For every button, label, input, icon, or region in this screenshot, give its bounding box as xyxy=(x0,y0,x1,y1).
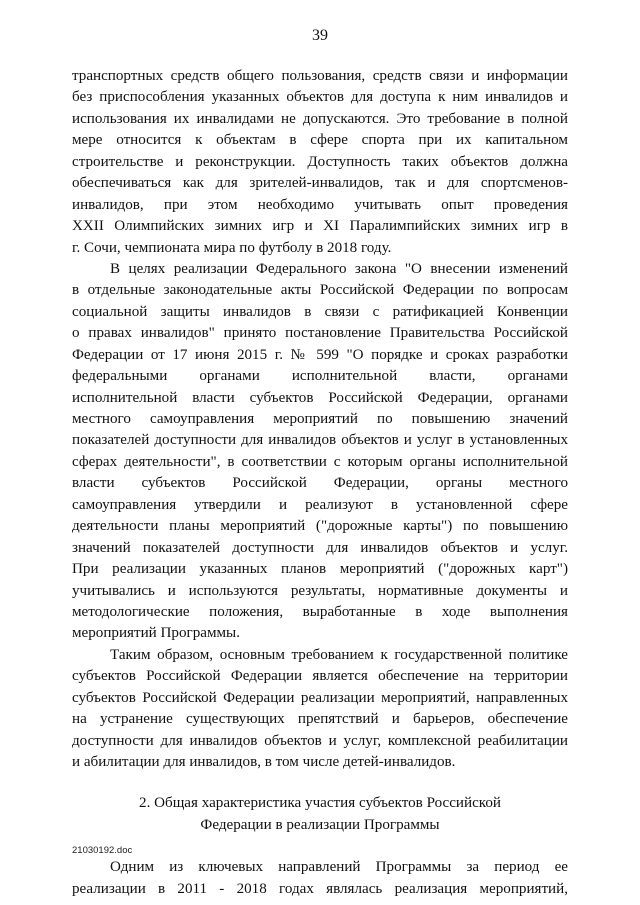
text-line: г. Сочи, чемпионата мира по футболу в 2018 году. xyxy=(72,239,392,256)
paragraph-4 xyxy=(72,857,568,900)
section-heading xyxy=(72,793,568,836)
text-line: XXII Олимпийских зимних игр и XI Паралимпийских зимних игр в xyxy=(72,218,568,235)
text-line: самоуправления утвердили и реализуют в установленной сфере xyxy=(72,496,568,513)
text-line: При реализации указанных планов мероприятий ("дорожных карт") xyxy=(72,561,568,578)
text-line: федеральными органами исполнительной власти, органами xyxy=(72,368,568,385)
document-body xyxy=(72,66,568,900)
page-number: 39 xyxy=(312,27,328,44)
text-line: мере относится к объектам в сфере спорта при их капитальном xyxy=(72,132,568,149)
text-line: учитывались и используются результаты, нормативные документы и xyxy=(72,582,568,599)
text-line: значений показателей доступности для инвалидов объектов и услуг. xyxy=(72,539,568,556)
text-line: инвалидов, при этом необходимо учитывать опыт проведения xyxy=(72,196,568,213)
text-line: доступности для инвалидов объектов и услуг, комплексной реабилитации xyxy=(72,732,568,749)
text-line: строительстве и реконструкции. Доступность таких объектов должна xyxy=(72,153,568,170)
text-line: мероприятий Программы. xyxy=(72,625,240,642)
text-line: реализации в 2011 - 2018 годах являлась реализация мероприятий, xyxy=(72,880,568,897)
text-line: В целях реализации Федерального закона "О внесении изменений xyxy=(110,260,568,277)
paragraph-3 xyxy=(72,645,568,774)
text-line: Федерации от 17 июня 2015 г. № 599 "О порядке и сроках разработки xyxy=(72,346,568,363)
text-line: деятельности планы мероприятий ("дорожные карты") по повышению xyxy=(72,518,568,535)
text-line: показателей доступности для инвалидов объектов и услуг в установленных xyxy=(72,432,568,449)
text-line: в отдельные законодательные акты Российской Федерации по вопросам xyxy=(72,282,568,299)
text-line: местного самоуправления мероприятий по повышению значений xyxy=(72,411,568,427)
paragraph-2 xyxy=(72,259,568,645)
text-line: Одним из ключевых направлений Программы за период ее xyxy=(110,859,568,876)
paragraph-1 xyxy=(72,66,568,259)
text-line: власти субъектов Российской Федерации, органы местного xyxy=(72,475,568,492)
text-line: использования их инвалидами не допускаются. Это требование в полной xyxy=(72,110,568,127)
text-line: Таким образом, основным требованием к государственной политике xyxy=(110,646,568,663)
text-line: обеспечиваться как для зрителей-инвалидов, так и для спортсменов- xyxy=(72,175,568,192)
text-line: сферах деятельности", в соответствии с которым органы исполнительной xyxy=(72,453,568,470)
text-line: методологические положения, выработанные в ходе выполнения xyxy=(72,603,568,620)
text-line: исполнительной власти субъектов Российской Федерации, органами xyxy=(72,389,568,406)
text-line: на устранение существующих препятствий и барьеров, обеспечение xyxy=(72,711,568,728)
text-line: социальной защиты инвалидов в связи с ратификацией Конвенции xyxy=(72,303,568,320)
text-line: транспортных средств общего пользования, средств связи и информации xyxy=(72,68,568,84)
text-line: субъектов Российской Федерации является обеспечение на территории xyxy=(72,668,568,685)
footer-file-code: 21030192.doc xyxy=(72,845,133,856)
section-heading-line: Федерации в реализации Программы xyxy=(200,816,440,833)
text-line: о правах инвалидов" принято постановление Правительства Российской xyxy=(72,325,568,342)
text-line: субъектов Российской Федерации реализации мероприятий, направленных xyxy=(72,689,568,706)
section-heading-line: 2. Общая характеристика участия субъектов Российской xyxy=(139,795,501,812)
text-line: и абилитации для инвалидов, в том числе детей-инвалидов. xyxy=(72,754,456,770)
text-line: без приспособления указанных объектов для доступа к ним инвалидов и xyxy=(72,89,568,106)
